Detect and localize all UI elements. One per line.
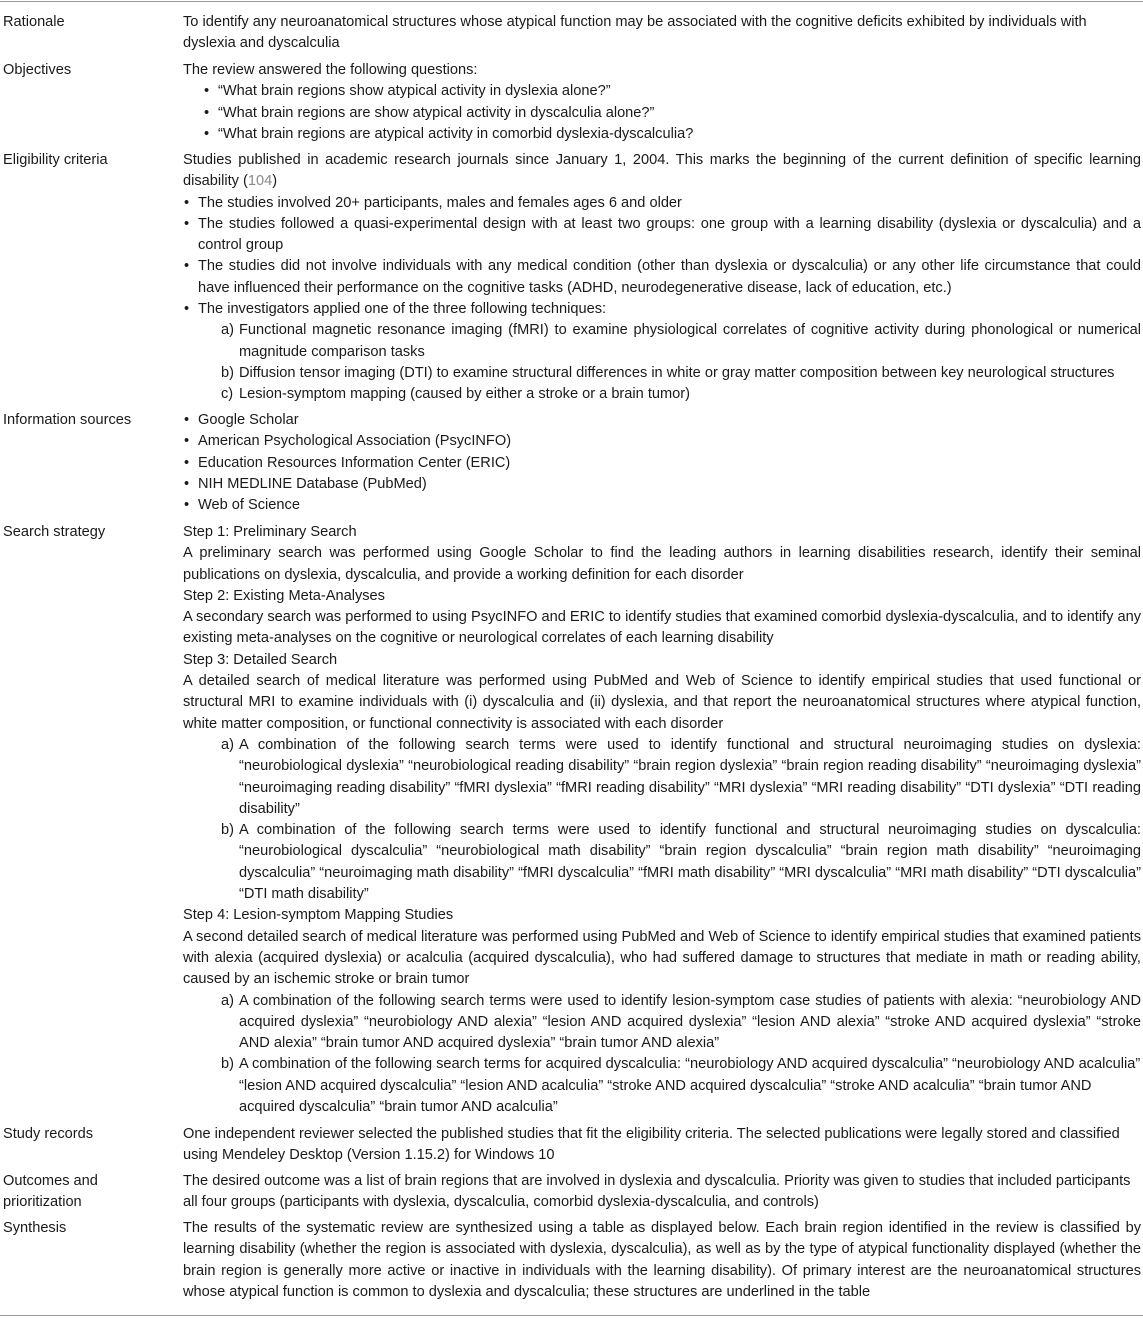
list-item: • “What brain regions show atypical activity in dyslexia alone?”	[203, 81, 1141, 102]
synthesis-text: The results of the systematic review are synthesized using a table as displayed below. Each brain region identified in the review is classified by learning disability (whether the region is associated with dyslexia, dyscalculia), as well as by the type of atypical functionality displayed (whether the brain region is generally more active or inactive in individuals with the learning disability). Of primary interest are the neuroanatomical structures whose atypical function is common to dyslexia and dyscalculia; these structures are underlined in the table	[183, 1220, 1141, 1300]
search-terms-item	[183, 991, 1141, 1055]
search-terms-item	[183, 820, 1141, 905]
row-label: Search strategy	[3, 524, 106, 540]
list-item: • “What brain regions are atypical activity in comorbid dyslexia-dyscalculia?	[203, 124, 1141, 145]
row-content	[183, 150, 1141, 406]
records-text: One independent reviewer selected the published studies that fit the eligibility criteria. The selected publications were legally stored and classified using Mendeley Desktop (Version 1.15.2) for Windows 10	[183, 1126, 1120, 1164]
row-content	[183, 410, 1141, 516]
top-rule	[0, 1, 1143, 2]
item-text: Lesion-symptom mapping (caused by either a stroke or a brain tumor)	[239, 386, 690, 403]
objectives-list	[183, 81, 1141, 145]
bottom-rule	[0, 1315, 1143, 1316]
item-text: A combination of the following search terms were used to identify functional and structural neuroimaging studies on dyslexia: “neurobiological dyslexia” “neurobiological reading disability” “brain region dyslexia” “brain region reading disability” “neuroimaging dyslexia” “neuroimaging reading disability” “fMRI dyslexia” “fMRI reading disability” “MRI dyslexia” “MRI reading disability” “DTI dyslexia” “DTI reading disability”	[239, 736, 1141, 817]
row-label: Rationale	[3, 14, 65, 30]
item-marker: b)	[221, 822, 234, 839]
label-line: prioritization	[3, 1194, 82, 1211]
technique-item	[183, 320, 1141, 363]
row-label: Synthesis	[3, 1220, 67, 1236]
eligibility-list	[183, 193, 1141, 321]
list-item: • The studies involved 20+ participants, males and females ages 6 and older	[183, 193, 1141, 214]
item-marker: b)	[221, 1056, 234, 1073]
row-content	[183, 1218, 1141, 1303]
eligibility-intro	[183, 150, 1141, 193]
item-marker: a)	[221, 992, 234, 1009]
item-text: A combination of the following search terms for acquired dyscalculia: “neurobiology AND acquired dyscalculia” “neurobiology AND acalculia” “lesion AND acquired dyscalculia” “lesion AND acalculia” “stroke AND acquired dyscalculia” “stroke AND acalculia” “brain tumor AND acquired dyscalculia” “brain tumor AND acalculia”	[239, 1056, 1141, 1116]
item-text: Diffusion tensor imaging (DTI) to examine structural differences in white or gray matter composition between key neurological structures	[239, 364, 1115, 381]
step-title: Step 4: Lesion-symptom Mapping Studies	[183, 907, 454, 924]
technique-item	[183, 384, 1141, 405]
step-title: Step 2: Existing Meta-Analyses	[183, 587, 385, 604]
item-marker: c)	[221, 386, 234, 403]
objectives-intro: The review answered the following questions:	[183, 62, 478, 78]
step-text: A preliminary search was performed using Google Scholar to find the leading authors in learning disabilities research, identify their seminal publications on dyslexia, dyscalculia, and provide a working definition for each disorder	[183, 545, 1141, 583]
row-label: Study records	[3, 1126, 94, 1142]
label-line: Outcomes and	[3, 1173, 98, 1189]
row-content	[183, 522, 1141, 1118]
list-item: • The studies followed a quasi-experimental design with at least two groups: one group with a learning disability (dyslexia or dyscalculia) and a control group	[183, 214, 1141, 257]
search-terms-item	[183, 1054, 1141, 1118]
list-item: • The investigators applied one of the three following techniques:	[183, 299, 1141, 320]
row-label: Information sources	[3, 412, 132, 428]
rationale-text: To identify any neuroanatomical structures whose atypical function may be associated with the cognitive deficits exhibited by individuals with dyslexia and dyscalculia	[183, 14, 1087, 52]
row-content	[183, 1124, 1141, 1167]
list-item: • American Psychological Association (PsycINFO)	[183, 431, 1141, 452]
row-label	[3, 1171, 173, 1214]
list-item: • “What brain regions are show atypical activity in dyscalculia alone?”	[203, 103, 1141, 124]
technique-item	[183, 363, 1141, 384]
step-title: Step 3: Detailed Search	[183, 651, 338, 668]
row-label: Eligibility criteria	[3, 152, 108, 168]
sources-list	[183, 410, 1141, 516]
outcomes-text: The desired outcome was a list of brain regions that are involved in dyslexia and dyscalculia. Priority was given to studies that included participants all four groups (participants with dyslexia, dyscalculia, comorbid dyslexia-dyscalculia, and controls)	[183, 1173, 1131, 1211]
row-content	[183, 1171, 1141, 1214]
step-text: A detailed search of medical literature was performed using PubMed and Web of Science to identify empirical studies that used functional or structural MRI to examine individuals with (i) dyscalculia and (ii) dyslexia, and that report the neuroanatomical structures where atypical function, white matter composition, or functional connectivity is associated with each disorder	[183, 673, 1141, 732]
list-item: • NIH MEDLINE Database (PubMed)	[183, 474, 1141, 495]
item-marker: a)	[221, 736, 234, 753]
list-item: • Web of Science	[183, 495, 1141, 516]
row-content	[183, 12, 1141, 55]
eligibility-intro-close: )	[272, 173, 278, 190]
step-title: Step 1: Preliminary Search	[183, 524, 357, 540]
list-item: • Education Resources Information Center (ERIC)	[183, 453, 1141, 474]
step-text: A second detailed search of medical literature was performed using PubMed and Web of Science to identify empirical studies that examined patients with alexia (acquired dyslexia) or acalculia (acquired dyscalculia), who had suffered damage to structures that mediate in math or reading ability, caused by an ischemic stroke or brain tumor	[183, 928, 1141, 988]
item-marker: b)	[221, 364, 234, 381]
item-text: Functional magnetic resonance imaging (fMRI) to examine physiological correlates of cognitive activity during phonological or numerical magnitude comparison tasks	[239, 322, 1141, 360]
item-text: A combination of the following search terms were used to identify functional and structural neuroimaging studies on dyscalculia: “neurobiological dyscalculia” “neurobiological math disability” “brain region dyscalculia” “brain region math disability” “neuroimaging dyscalculia” “neuroimaging math disability” “fMRI dyscalculia” “fMRI math disability” “MRI dyscalculia” “MRI math disability” “DTI dyscalculia” “DTI math disability”	[239, 822, 1141, 903]
eligibility-intro-text: Studies published in academic research journals since January 1, 2004. This marks the beginning of the current definition of specific learning disability (	[183, 152, 1141, 190]
list-item: • The studies did not involve individuals with any medical condition (other than dyslexia or dyscalculia) or any other life circumstance that could have influenced their performance on the cognitive tasks (ADHD, neurodegenerative disease, lack of education, etc.)	[183, 256, 1141, 299]
item-text: A combination of the following search terms were used to identify lesion-symptom case studies of patients with alexia: “neurobiology AND acquired dyslexia” “neurobiology AND alexia” “lesion AND acquired dyslexia” “lesion AND alexia” “stroke AND acquired dyslexia” “stroke AND alexia” “brain tumor AND acquired dyslexia” “brain tumor AND alexia”	[239, 992, 1141, 1052]
list-item: • Google Scholar	[183, 410, 1141, 431]
reference-link[interactable]: 104	[247, 173, 273, 190]
search-terms-item	[183, 735, 1141, 820]
item-marker: a)	[221, 322, 234, 339]
step-text: A secondary search was performed to using PsycINFO and ERIC to identify studies that examined comorbid dyslexia-dyscalculia, and to identify any existing meta-analyses on the cognitive or neurological correlates of each learning disability	[183, 609, 1141, 647]
row-label: Objectives	[3, 62, 72, 78]
row-content	[183, 60, 1141, 145]
